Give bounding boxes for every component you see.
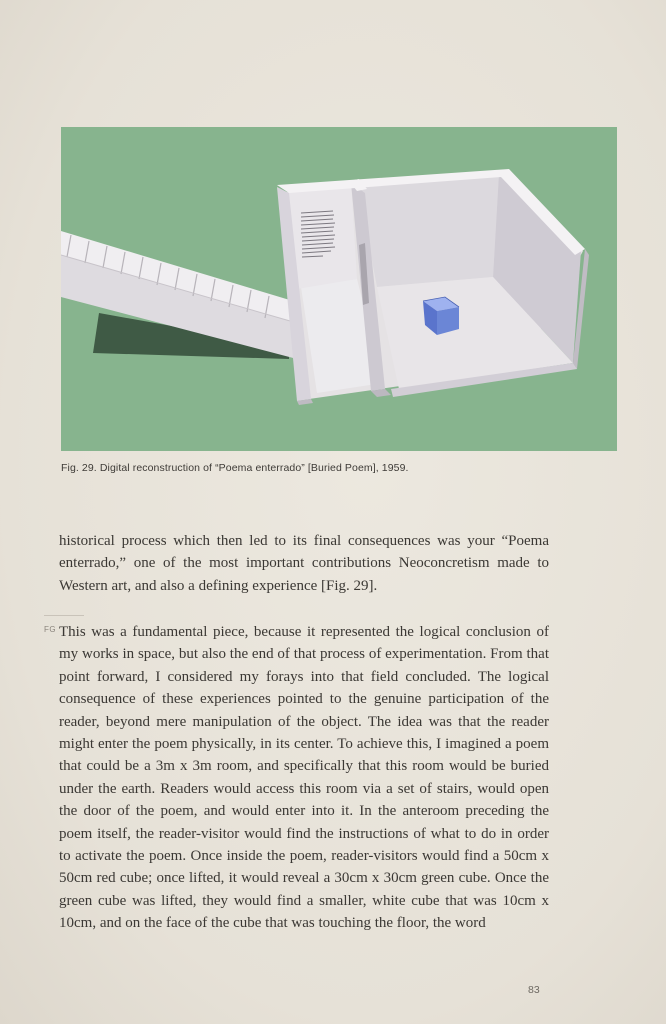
paragraph-answer: This was a fundamental piece, because it represented the logical conclusion of my works in space, but also the end of that process of experimentation. From that point forward, I considered my forays into that field concluded. The logical consequence of these experiences pointed to the genuine participation of the reader, beyond mere manipulation of the object. The idea was that the reader might enter the poem physically, in its center. To achieve this, I imagined a poem that could be a 3m x 3m room, and specifically that this room would be buried under the earth. Readers would access this room via a set of stairs, would open the door of the poem, and would enter into it. In the anteroom preceding the poem itself, the reader-visitor would find the instructions of what to do in order to activate the poem. Once inside the poem, reader-visitors would find a 50cm x 50cm red cube; once lifted, it would reveal a 30cm x 30cm green cube. Once the green cube was lifted, they would find a smaller, white cube that was 10cm x 10cm, and on the face of the cube that was touching the floor, the word <box>59 624 549 932</box>
figure-caption: Fig. 29. Digital reconstruction of “Poema enterrado” [Buried Poem], 1959. <box>61 462 409 474</box>
paragraph-question: historical process which then led to its final consequences was your “Poema enterrado,” one of the most important contributions Neoconcretism made to Western art, and also a defining experience [Fig. 29]. <box>59 533 549 594</box>
speaker-initials: FG <box>44 625 57 634</box>
main-room-back-wall <box>357 173 499 287</box>
figure-29-reconstruction <box>61 127 617 451</box>
speaker-rule <box>44 615 84 616</box>
page-number: 83 <box>528 984 540 996</box>
